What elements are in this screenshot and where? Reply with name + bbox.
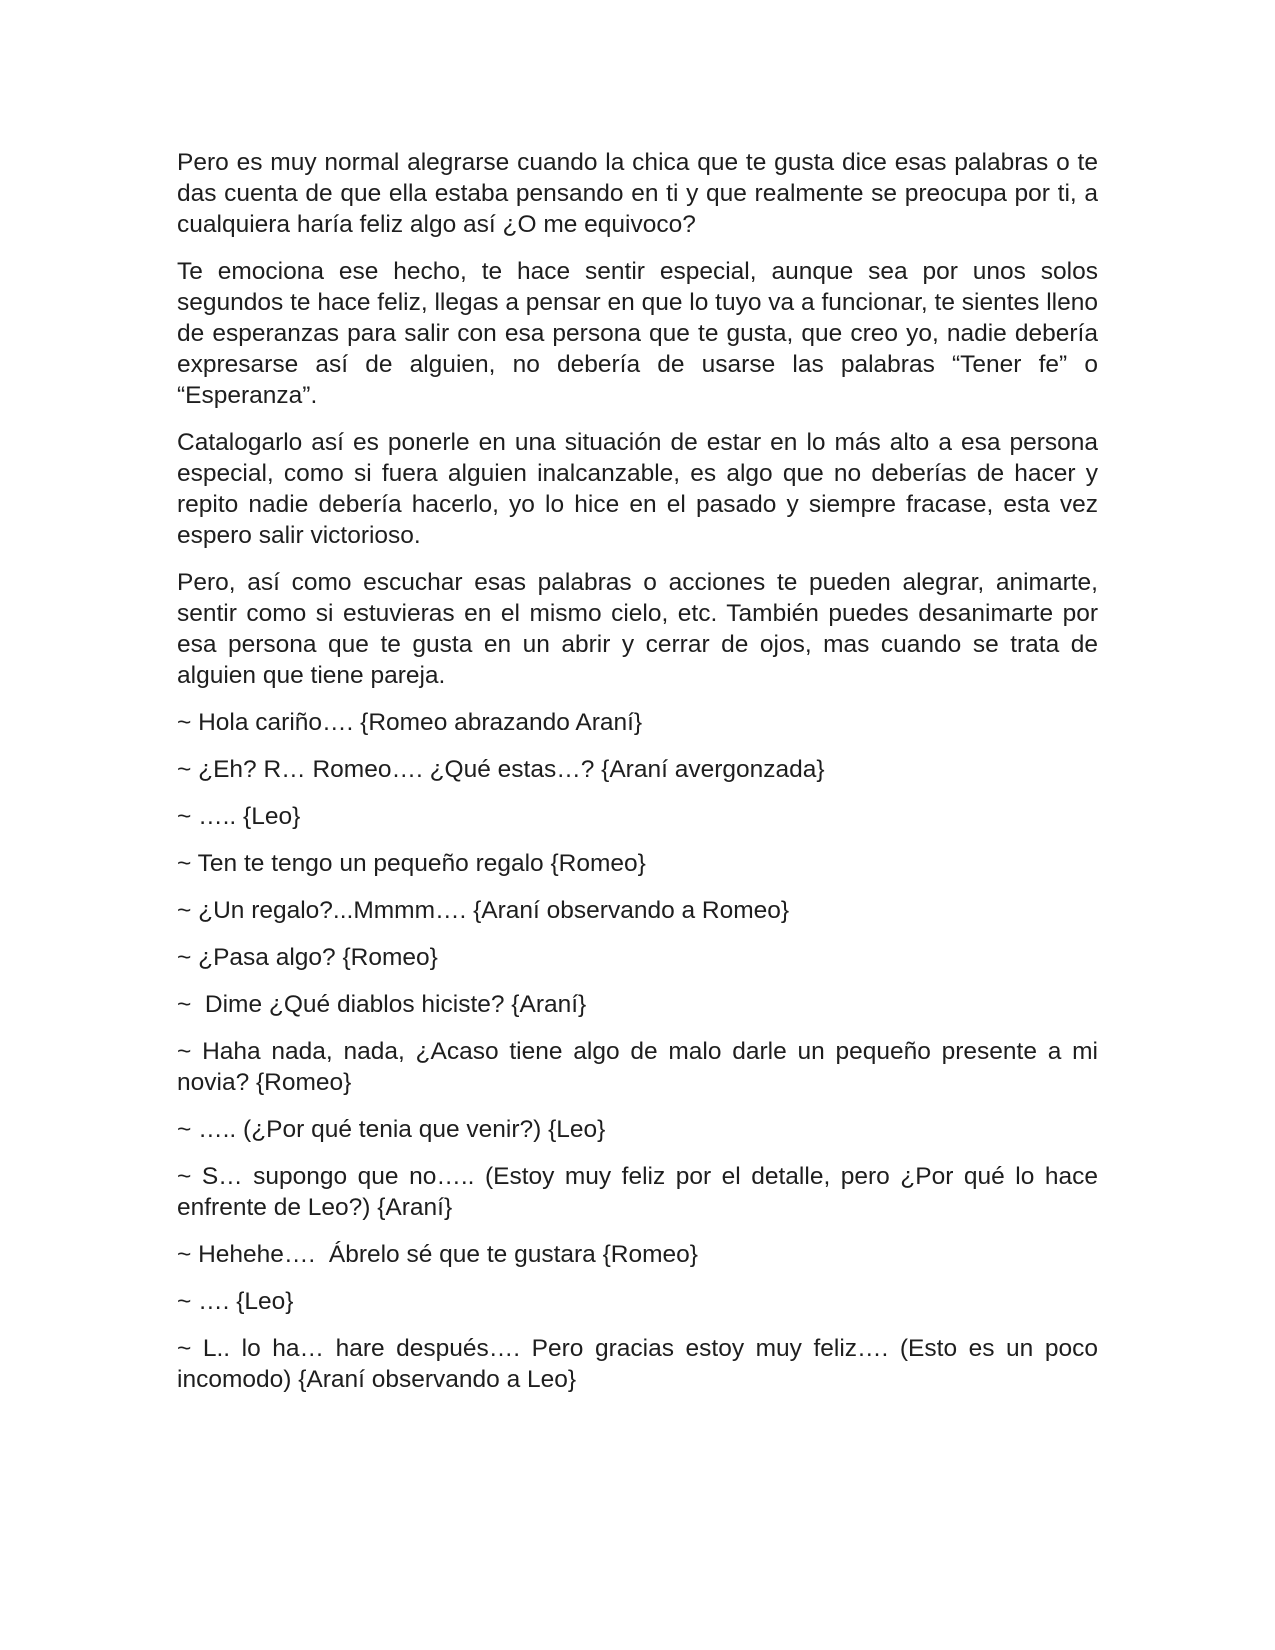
dialogue-line: ~ ¿Pasa algo? {Romeo} bbox=[177, 944, 438, 971]
dialogue-line: ~ Haha nada, nada, ¿Acaso tiene algo de malo darle un pequeño presente a mi novia? {Romeo} bbox=[177, 1038, 1098, 1096]
dialogue-line: ~ L.. lo ha… hare después…. Pero gracias estoy muy feliz…. (Esto es un poco incomodo) {Araní observando a Leo} bbox=[177, 1335, 1098, 1393]
dialogue-line: ~ Hehehe…. Ábrelo sé que te gustara {Romeo} bbox=[177, 1241, 698, 1268]
dialogue-line: ~ ….. (¿Por qué tenia que venir?) {Leo} bbox=[177, 1116, 606, 1143]
paragraph: Pero es muy normal alegrarse cuando la chica que te gusta dice esas palabras o te das cuenta de que ella estaba pensando en ti y que realmente se preocupa por ti, a cualquiera haría feliz algo así ¿O me equivoco? bbox=[177, 149, 1098, 238]
body-text bbox=[177, 147, 1098, 1411]
dialogue-line: ~ ¿Eh? R… Romeo…. ¿Qué estas…? {Araní avergonzada} bbox=[177, 756, 825, 783]
dialogue-line: ~ Dime ¿Qué diablos hiciste? {Araní} bbox=[177, 991, 587, 1018]
dialogue-line: ~ …. {Leo} bbox=[177, 1288, 294, 1315]
paragraph: Pero, así como escuchar esas palabras o acciones te pueden alegrar, animarte, sentir como si estuvieras en el mismo cielo, etc. También puedes desanimarte por esa persona que te gusta en un abrir y cerrar de ojos, mas cuando se trata de alguien que tiene pareja. bbox=[177, 569, 1098, 689]
dialogue-line: ~ S… supongo que no….. (Estoy muy feliz por el detalle, pero ¿Por qué lo hace enfrente de Leo?) {Araní} bbox=[177, 1163, 1098, 1221]
paragraph: Te emociona ese hecho, te hace sentir especial, aunque sea por unos solos segundos te hace feliz, llegas a pensar en que lo tuyo va a funcionar, te sientes lleno de esperanzas para salir con esa persona que te gusta, que creo yo, nadie debería expresarse así de alguien, no debería de usarse las palabras “Tener fe” o “Esperanza”. bbox=[177, 258, 1098, 409]
dialogue-line: ~ Hola cariño…. {Romeo abrazando Araní} bbox=[177, 709, 643, 736]
dialogue-line: ~ ….. {Leo} bbox=[177, 803, 301, 830]
dialogue-line: ~ ¿Un regalo?...Mmmm…. {Araní observando a Romeo} bbox=[177, 897, 790, 924]
paragraph: Catalogarlo así es ponerle en una situación de estar en lo más alto a esa persona especial, como si fuera alguien inalcanzable, es algo que no deberías de hacer y repito nadie debería hacerlo, yo lo hice en el pasado y siempre fracase, esta vez espero salir victorioso. bbox=[177, 429, 1098, 549]
dialogue-line: ~ Ten te tengo un pequeño regalo {Romeo} bbox=[177, 850, 646, 877]
